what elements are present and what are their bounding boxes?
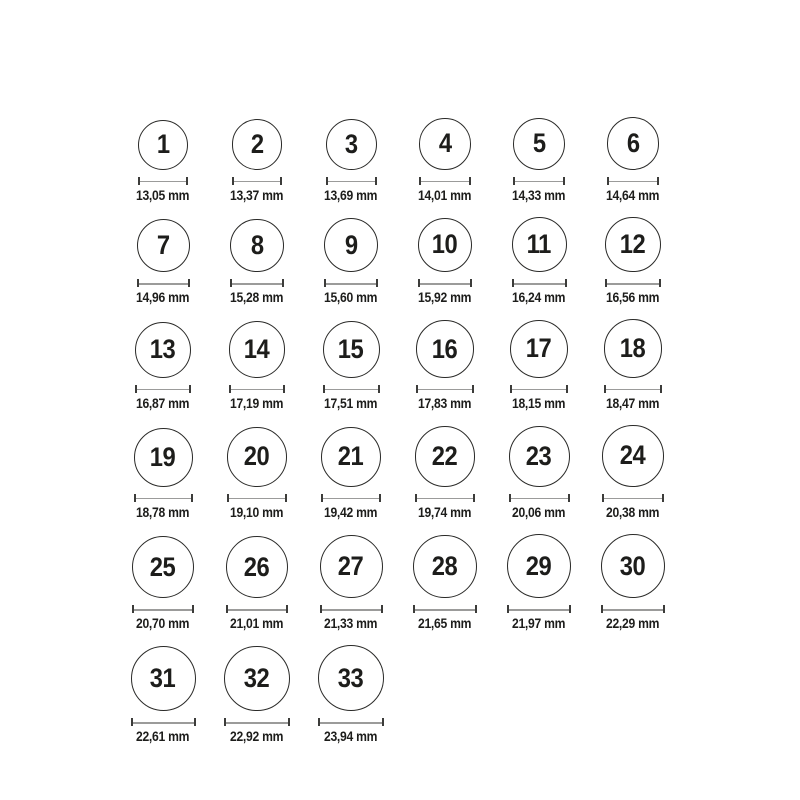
measure-line <box>416 385 474 393</box>
ring-circle <box>232 119 283 170</box>
ring-size-number: 18 <box>620 333 646 364</box>
ring-circle <box>604 319 663 378</box>
diameter-label: 20,38 mm <box>606 504 660 520</box>
ring-size-number: 5 <box>532 128 546 158</box>
ring-size-cell <box>492 118 586 204</box>
ring-size-cell <box>116 322 210 412</box>
measure-line <box>227 494 287 502</box>
ring-circle <box>507 534 571 598</box>
ring-size-cell <box>116 646 210 745</box>
ring-circle <box>230 219 284 273</box>
diameter-label: 15,92 mm <box>418 290 472 306</box>
ring-size-cell <box>586 319 680 412</box>
ring-circle <box>324 218 378 272</box>
measure-line <box>137 279 190 287</box>
measure-line <box>513 177 565 185</box>
diameter-label: 21,33 mm <box>324 616 378 632</box>
ring-size-number: 31 <box>150 663 176 694</box>
diameter-label: 13,05 mm <box>136 187 190 203</box>
diameter-label: 22,61 mm <box>136 729 190 745</box>
ring-circle <box>320 535 383 598</box>
diameter-label: 20,70 mm <box>136 616 190 632</box>
measure-line <box>604 385 663 393</box>
measure-line <box>415 494 476 502</box>
ring-size-cell <box>586 534 680 633</box>
ring-size-cell <box>304 535 398 632</box>
ring-size-cell <box>492 426 586 521</box>
measure-line <box>512 279 567 287</box>
ring-circle <box>318 645 384 711</box>
ring-size-number: 28 <box>432 551 458 581</box>
ring-size-number: 8 <box>250 229 264 260</box>
ring-circle <box>416 320 474 378</box>
ring-size-cell <box>586 117 680 204</box>
measure-line <box>226 605 289 613</box>
ring-size-grid <box>116 117 682 746</box>
ring-size-cell <box>210 536 304 633</box>
ring-circle <box>510 320 568 378</box>
ring-size-cell <box>116 219 210 306</box>
ring-circle <box>137 219 190 272</box>
ring-circle <box>134 428 193 487</box>
ring-circle <box>509 426 570 487</box>
ring-size-cell <box>210 646 304 746</box>
ring-circle <box>226 536 289 599</box>
ring-circle <box>413 535 477 599</box>
diameter-label: 22,92 mm <box>230 729 284 745</box>
ring-size-number: 30 <box>620 550 646 581</box>
ring-circle <box>326 119 377 170</box>
ring-size-number: 10 <box>432 229 458 260</box>
ring-circle <box>418 218 473 273</box>
diameter-label: 21,97 mm <box>512 616 566 632</box>
diameter-label: 14,64 mm <box>606 187 660 203</box>
measure-line <box>419 177 471 185</box>
ring-size-cell <box>116 120 210 204</box>
ring-size-number: 20 <box>244 441 270 472</box>
ring-size-cell <box>304 321 398 412</box>
ring-circle <box>602 425 664 487</box>
measure-line <box>605 279 661 287</box>
ring-circle <box>138 120 188 170</box>
ring-size-number: 11 <box>526 229 552 260</box>
measure-line <box>602 494 664 502</box>
ring-size-cell <box>210 321 304 412</box>
ring-size-number: 7 <box>156 230 170 261</box>
ring-circle <box>135 322 191 378</box>
diameter-label: 17,19 mm <box>230 395 284 411</box>
ring-size-number: 23 <box>526 440 552 471</box>
ring-circle <box>132 536 194 598</box>
ring-size-cell <box>398 320 492 412</box>
measure-line <box>321 494 381 502</box>
ring-circle <box>321 427 381 487</box>
ring-size-number: 14 <box>244 334 270 365</box>
diameter-label: 17,51 mm <box>324 395 378 411</box>
ring-size-cell <box>398 535 492 633</box>
ring-size-cell <box>492 217 586 306</box>
ring-circle <box>131 646 196 711</box>
measure-line <box>224 718 290 726</box>
diameter-label: 21,01 mm <box>230 616 284 632</box>
ring-size-cell <box>304 645 398 745</box>
measure-line <box>418 279 473 287</box>
ring-circle <box>227 427 287 487</box>
measure-line <box>229 385 286 393</box>
measure-line <box>413 605 477 613</box>
diameter-label: 21,65 mm <box>418 616 472 632</box>
diameter-label: 16,56 mm <box>606 290 660 306</box>
ring-size-cell <box>398 218 492 307</box>
diameter-label: 20,06 mm <box>512 504 566 520</box>
diameter-label: 16,87 mm <box>136 395 190 411</box>
ring-size-number: 32 <box>244 663 270 694</box>
diameter-label: 14,33 mm <box>512 187 566 203</box>
diameter-label: 16,24 mm <box>512 290 566 306</box>
diameter-label: 13,37 mm <box>230 187 284 203</box>
measure-line <box>510 385 568 393</box>
ring-size-number: 17 <box>526 333 552 364</box>
diameter-label: 15,60 mm <box>324 290 378 306</box>
measure-line <box>230 279 284 287</box>
ring-size-number: 24 <box>620 440 646 471</box>
ring-size-cell <box>210 119 304 204</box>
ring-size-number: 25 <box>150 551 176 582</box>
ring-size-cell <box>304 119 398 204</box>
measure-line <box>323 385 380 393</box>
ring-circle <box>419 118 471 170</box>
measure-line <box>135 385 191 393</box>
measure-line <box>324 279 378 287</box>
ring-size-number: 33 <box>338 662 364 693</box>
measure-line <box>232 177 283 185</box>
diameter-label: 22,29 mm <box>606 616 660 632</box>
ring-size-number: 21 <box>338 441 364 472</box>
ring-size-number: 12 <box>620 228 646 259</box>
ring-size-number: 16 <box>432 333 458 364</box>
ring-size-cell <box>398 426 492 521</box>
ring-circle <box>605 217 661 273</box>
ring-size-number: 6 <box>626 127 640 158</box>
diameter-label: 23,94 mm <box>324 729 378 745</box>
ring-size-number: 2 <box>250 128 264 159</box>
measure-line <box>607 177 660 185</box>
diameter-label: 18,78 mm <box>136 504 190 520</box>
diameter-label: 13,69 mm <box>324 187 378 203</box>
ring-size-number: 26 <box>244 551 270 582</box>
ring-circle <box>323 321 380 378</box>
measure-line <box>318 718 384 726</box>
ring-size-cell <box>116 428 210 521</box>
measure-line <box>132 605 194 613</box>
ring-size-number: 27 <box>338 551 364 582</box>
ring-size-number: 29 <box>526 550 552 581</box>
measure-line <box>509 494 570 502</box>
measure-line <box>507 605 571 613</box>
ring-size-cell <box>586 425 680 521</box>
ring-circle <box>229 321 286 378</box>
diameter-label: 19,74 mm <box>418 504 472 520</box>
ring-circle <box>415 426 476 487</box>
ring-circle <box>513 118 565 170</box>
ring-size-number: 22 <box>432 440 458 471</box>
ring-size-number: 9 <box>344 229 358 260</box>
ring-size-number: 1 <box>156 129 170 159</box>
ring-circle <box>512 217 567 272</box>
ring-size-chart <box>116 117 682 746</box>
diameter-label: 15,28 mm <box>230 290 284 306</box>
ring-circle <box>607 117 660 170</box>
ring-size-cell <box>492 534 586 632</box>
diameter-label: 14,01 mm <box>418 187 472 203</box>
ring-size-cell <box>492 320 586 412</box>
measure-line <box>320 605 383 613</box>
ring-circle <box>601 534 666 599</box>
diameter-label: 18,47 mm <box>606 395 660 411</box>
diameter-label: 17,83 mm <box>418 395 472 411</box>
ring-size-cell <box>210 427 304 521</box>
measure-line <box>326 177 377 185</box>
ring-size-cell <box>304 427 398 521</box>
ring-size-number: 4 <box>438 128 452 159</box>
measure-line <box>134 494 193 502</box>
ring-size-number: 15 <box>338 333 364 364</box>
diameter-label: 19,10 mm <box>230 504 284 520</box>
measure-line <box>131 718 196 726</box>
diameter-label: 18,15 mm <box>512 395 566 411</box>
measure-line <box>138 177 188 185</box>
ring-circle <box>224 646 290 712</box>
ring-size-cell <box>304 218 398 306</box>
ring-size-cell <box>116 536 210 632</box>
ring-size-number: 13 <box>150 334 176 365</box>
ring-size-cell <box>210 219 304 307</box>
ring-size-number: 3 <box>344 128 358 159</box>
ring-size-cell <box>398 118 492 204</box>
ring-size-number: 19 <box>150 441 176 472</box>
diameter-label: 14,96 mm <box>136 290 190 306</box>
diameter-label: 19,42 mm <box>324 504 378 520</box>
ring-size-cell <box>586 217 680 307</box>
measure-line <box>601 605 666 613</box>
